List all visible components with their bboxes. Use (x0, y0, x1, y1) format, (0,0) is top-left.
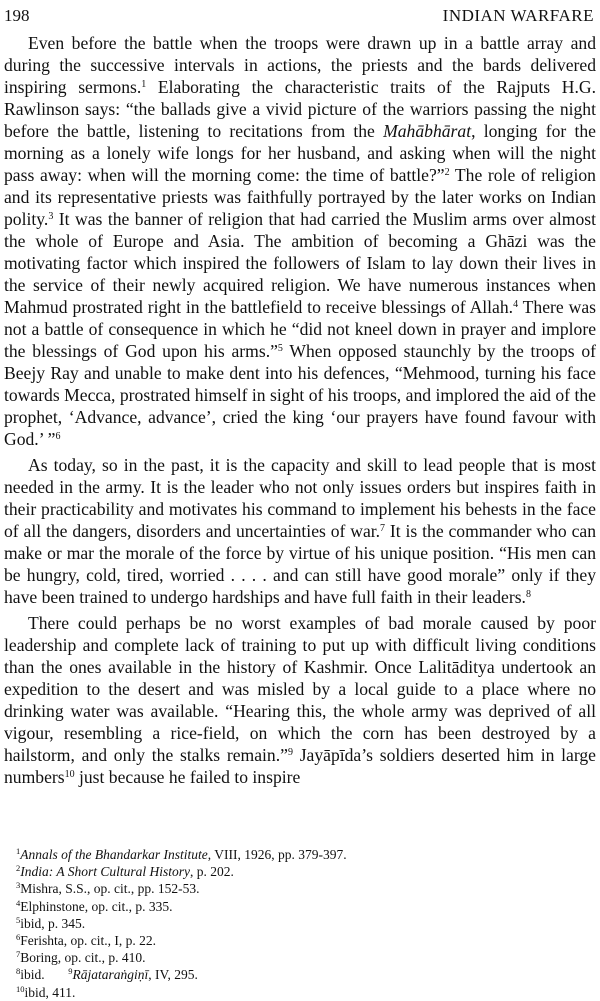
footnote (16, 932, 576, 949)
text-run: just because he failed to inspire (74, 767, 301, 787)
text-run: Mishra, S.S., op. cit., pp. 152-53. (20, 881, 200, 897)
footnote-ref: 4 (513, 299, 519, 310)
footnote (16, 949, 576, 966)
footnote-ref: 9 (68, 966, 73, 977)
text-run: , p. 202. (190, 864, 234, 880)
text-run: Boring, op. cit., p. 410. (20, 950, 146, 966)
italic-text: Annals of the Bhandarkar Institute (20, 847, 208, 862)
footnote (16, 898, 576, 915)
footnote-ref: 4 (16, 897, 21, 908)
italic-text: Rājataraṅgiṇī (72, 967, 149, 983)
footnote-ref: 9 (287, 747, 293, 758)
text-run: ibid. (20, 967, 69, 983)
page-number: 198 (4, 6, 30, 25)
text-run: As today, so in the past, it is the capacity and skill to lead people that is most needed in the army. It is the leader who not only issues orders but inspires faith in their practicability and motivates his command to implement his behests in the face of all the dangers, disorders and uncertainties of war. (4, 455, 596, 541)
body-text (4, 32, 596, 788)
italic-text: Mahābhārat (383, 121, 472, 141)
footnote-ref: 7 (16, 949, 21, 960)
footnote-ref: 10 (16, 983, 25, 994)
text-run: Jayāpīda’s soldiers deserted him in large numbers (4, 745, 596, 787)
text-run: The role of religion and its representative priests was faithfully portrayed by the later works on Indian polity. (4, 165, 596, 229)
footnote-ref: 5 (277, 343, 283, 354)
paragraph (4, 32, 596, 450)
text-run: There could perhaps be no worst examples of bad morale caused by poor leadership and complete lack of training to put up with difficult living conditions than the ones available in the history of Kashmir. Once Lalitāditya undertook an expedition to the desert and was misled by a local guide to a place where no drinking water was available. “Hearing this, the whole army was deprived of all vigour, resembling a rice-field, on which the corn has been destroyed by a hailstorm, and only the stalks remain.” (4, 613, 596, 765)
paragraph (4, 454, 596, 608)
footnote-ref: 1 (141, 79, 147, 90)
italic-text: India: A Short Cultural History (20, 864, 191, 880)
footnote-ref: 7 (380, 523, 386, 534)
footnote (16, 846, 576, 863)
footnote (16, 966, 576, 983)
footnote (16, 984, 576, 1001)
footnote-ref: 3 (48, 211, 54, 222)
footnote-ref: 3 (16, 880, 21, 891)
footnote-ref: 6 (16, 932, 21, 943)
footnotes (16, 846, 576, 1001)
footnote (16, 863, 576, 880)
footnote-ref: 2 (444, 167, 450, 178)
running-head: INDIAN WARFARE (442, 6, 594, 25)
text-run: , longing for the morning as a lonely wife longs for her husband, and asking when will the night pass away: when will the morning come: the time of battle?” (4, 121, 596, 185)
footnote-ref: 5 (16, 914, 21, 925)
text-run: , VIII, 1926, pp. 379-397. (207, 847, 347, 862)
text-run: It is the commander who can make or mar the morale of the force by virtue of his unique position. “His men can be hungry, cold, tired, worried . . . . and can still have good morale” only if they have been trained to undergo hardships and have full faith in their leaders. (4, 521, 596, 607)
text-run: , IV, 295. (148, 967, 198, 983)
footnote-ref: 1 (16, 846, 21, 856)
text-run: It was the banner of religion that had carried the Muslim arms over almost the whole of Europe and Asia. The ambition of becoming a Ghāzi was the motivating factor which inspired the followers of Islam to lay down their lives in the service of their newly acquired religion. We have numerous instances when Mahmud prostrated right in the battlefield to receive blessings of Allah. (4, 209, 596, 317)
text-run: Elphinstone, op. cit., p. 335. (20, 898, 173, 914)
page-header (4, 6, 594, 26)
footnote-ref: 6 (55, 431, 61, 442)
text-run: Ferishta, op. cit., I, p. 22. (20, 933, 156, 949)
paragraph (4, 612, 596, 788)
footnote-ref: 8 (525, 589, 531, 600)
footnote-ref: 8 (16, 966, 21, 977)
footnote-ref: 10 (64, 769, 75, 780)
text-run: ibid, 411. (24, 984, 76, 1000)
text-run: Even before the battle when the troops were drawn up in a battle array and during the successive intervals in actions, the priests and the bards delivered inspiring sermons. (4, 33, 596, 97)
footnote-ref: 2 (16, 863, 21, 874)
footnote (16, 880, 576, 897)
text-run: When opposed staunchly by the troops of Beejy Ray and unable to make dent into his defences, “Mehmood, turning his face towards Mecca, prostrated himself in sight of his troops, and implored the aid of the prophet, ‘Advance, advance’, cried the king ‘our prayers have found favour with God.’ ” (4, 341, 597, 449)
text-run: ibid, p. 345. (20, 915, 86, 931)
text-run: Elaborating the characteristic traits of the Rajputs H.G. Rawlinson says: “the ballads give a vivid picture of the warriors passing the night before the battle, listening to recitations from the (4, 77, 597, 141)
footnote (16, 915, 576, 932)
text-run: There was not a battle of consequence in which he “did not kneel down in prayer and implore the blessings of God upon his arms.” (4, 297, 596, 361)
